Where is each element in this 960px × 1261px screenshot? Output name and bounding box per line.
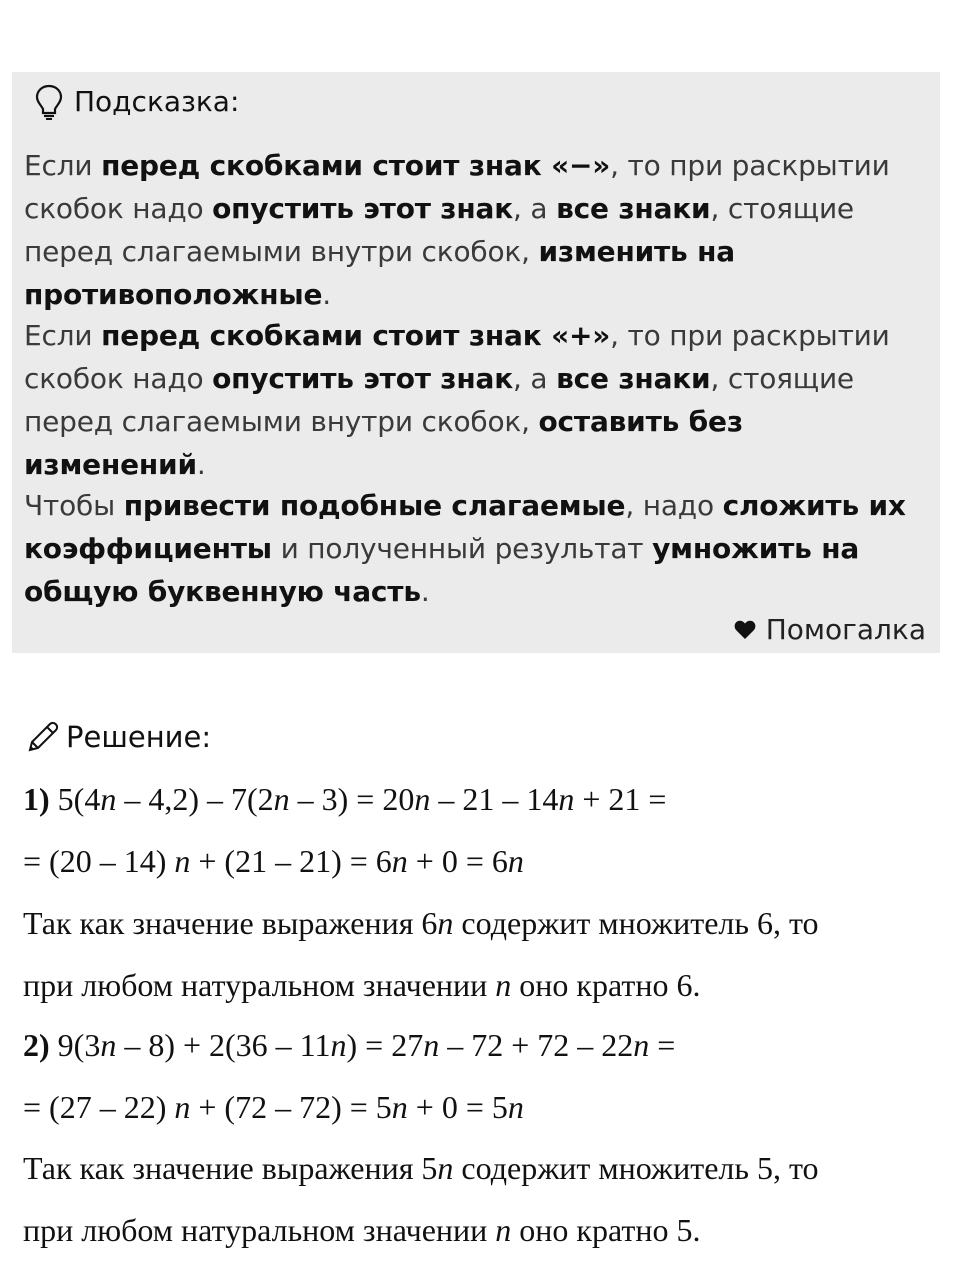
- variable: n: [100, 781, 117, 817]
- solution-text: + 0 = 5: [407, 1089, 508, 1125]
- variable: n: [437, 1150, 454, 1186]
- hint-paragraph: [24, 144, 924, 316]
- solution-text: + 21 =: [574, 781, 667, 817]
- solution-text: – 72 + 72 – 22: [439, 1027, 634, 1063]
- hint-text: , а: [513, 362, 557, 395]
- hint-text: , стоящие перед слагаемыми внутри скобок,: [24, 362, 854, 438]
- variable: n: [423, 1027, 440, 1063]
- hint-emphasis: перед скобками стоит знак «+»: [101, 319, 611, 352]
- hint-text: , то при раскрытии скобок надо: [24, 149, 890, 225]
- item-number: 1): [23, 781, 50, 817]
- solution-text: – 3) = 20: [289, 781, 415, 817]
- solution-line: [23, 1014, 943, 1076]
- solution-text: Так как значение выражения 6: [23, 905, 438, 941]
- hint-text: .: [196, 448, 206, 481]
- variable: n: [558, 781, 575, 817]
- hint-text: Если: [24, 319, 102, 352]
- solution-text: содержит множитель 6, то: [453, 905, 819, 941]
- solution-header: [26, 717, 211, 757]
- credit-label: Помогалка: [765, 613, 926, 646]
- hint-emphasis: опустить этот знак: [212, 192, 514, 225]
- solution-text: оно кратно 6.: [511, 967, 701, 1003]
- variable: n: [174, 1089, 191, 1125]
- hint-text: и полученный результат: [271, 532, 653, 565]
- hint-box: [12, 72, 940, 653]
- solution-line: [23, 954, 943, 1016]
- hint-emphasis: опустить этот знак: [212, 362, 514, 395]
- hint-emphasis: умножить на общую буквенную часть: [24, 532, 860, 608]
- credit: [734, 610, 926, 650]
- hint-emphasis: все знаки: [556, 362, 711, 395]
- solution-text: + (21 – 21) = 6: [190, 843, 392, 879]
- solution-line: [23, 768, 943, 830]
- hint-text: , надо: [625, 489, 723, 522]
- variable: n: [100, 1027, 117, 1063]
- variable: n: [507, 843, 524, 879]
- variable: n: [414, 781, 431, 817]
- solution-line: [23, 1076, 943, 1138]
- variable: n: [437, 905, 454, 941]
- solution-text: содержит множитель 5, то: [453, 1150, 819, 1186]
- variable: n: [391, 1089, 408, 1125]
- variable: n: [507, 1089, 524, 1125]
- hint-text: , стоящие перед слагаемыми внутри скобок,: [24, 192, 854, 268]
- solution-text: =: [649, 1027, 676, 1063]
- item-number: 2): [23, 1027, 50, 1063]
- hint-emphasis: все знаки: [556, 192, 711, 225]
- solution-text: – 8) + 2(36 – 11: [116, 1027, 331, 1063]
- variable: n: [495, 967, 512, 1003]
- pencil-icon: [26, 720, 60, 754]
- hint-emphasis: привести подобные слагаемые: [123, 489, 626, 522]
- solution-text: Так как значение выражения 5: [23, 1150, 438, 1186]
- solution-text: + (72 – 72) = 5: [190, 1089, 392, 1125]
- hint-text: Чтобы: [24, 489, 124, 522]
- solution-text: при любом натуральном значении: [23, 967, 496, 1003]
- solution-text: = (20 – 14): [23, 843, 175, 879]
- solution-title: Решение:: [66, 720, 212, 754]
- solution-text: = (27 – 22): [23, 1089, 175, 1125]
- solution-line: [23, 892, 943, 954]
- hint-paragraph: [24, 484, 924, 613]
- variable: n: [273, 781, 290, 817]
- hint-title: Подсказка:: [74, 85, 240, 118]
- solution-line: [23, 1199, 943, 1261]
- solution-line: [23, 830, 943, 892]
- variable: n: [633, 1027, 650, 1063]
- variable: n: [174, 843, 191, 879]
- hint-emphasis: перед скобками стоит знак «−»: [101, 149, 611, 182]
- hint-paragraph: [24, 314, 924, 486]
- solution-text: 9(3: [49, 1027, 101, 1063]
- solution-text: – 4,2) – 7(2: [116, 781, 274, 817]
- variable: n: [495, 1212, 512, 1248]
- hint-emphasis: оставить без изменений: [24, 405, 743, 481]
- solution-text: + 0 = 6: [407, 843, 508, 879]
- solution-text: – 21 – 14: [430, 781, 559, 817]
- solution-text: при любом натуральном значении: [23, 1212, 496, 1248]
- hint-emphasis: изменить на противоположные: [24, 235, 735, 311]
- hint-emphasis: сложить их коэффициенты: [24, 489, 906, 565]
- hint-text: , то при раскрытии скобок надо: [24, 319, 890, 395]
- hint-text: .: [420, 575, 430, 608]
- solution-text: оно кратно 5.: [511, 1212, 701, 1248]
- heart-icon: [734, 620, 756, 640]
- hint-text: .: [322, 278, 331, 311]
- solution-text: 5(4: [49, 781, 101, 817]
- lightbulb-icon: [34, 84, 64, 120]
- variable: n: [330, 1027, 347, 1063]
- hint-text: Если: [24, 149, 102, 182]
- solution-text: ) = 27: [346, 1027, 424, 1063]
- variable: n: [391, 843, 408, 879]
- solution-line: [23, 1137, 943, 1199]
- hint-text: , а: [513, 192, 557, 225]
- hint-header: [34, 84, 239, 120]
